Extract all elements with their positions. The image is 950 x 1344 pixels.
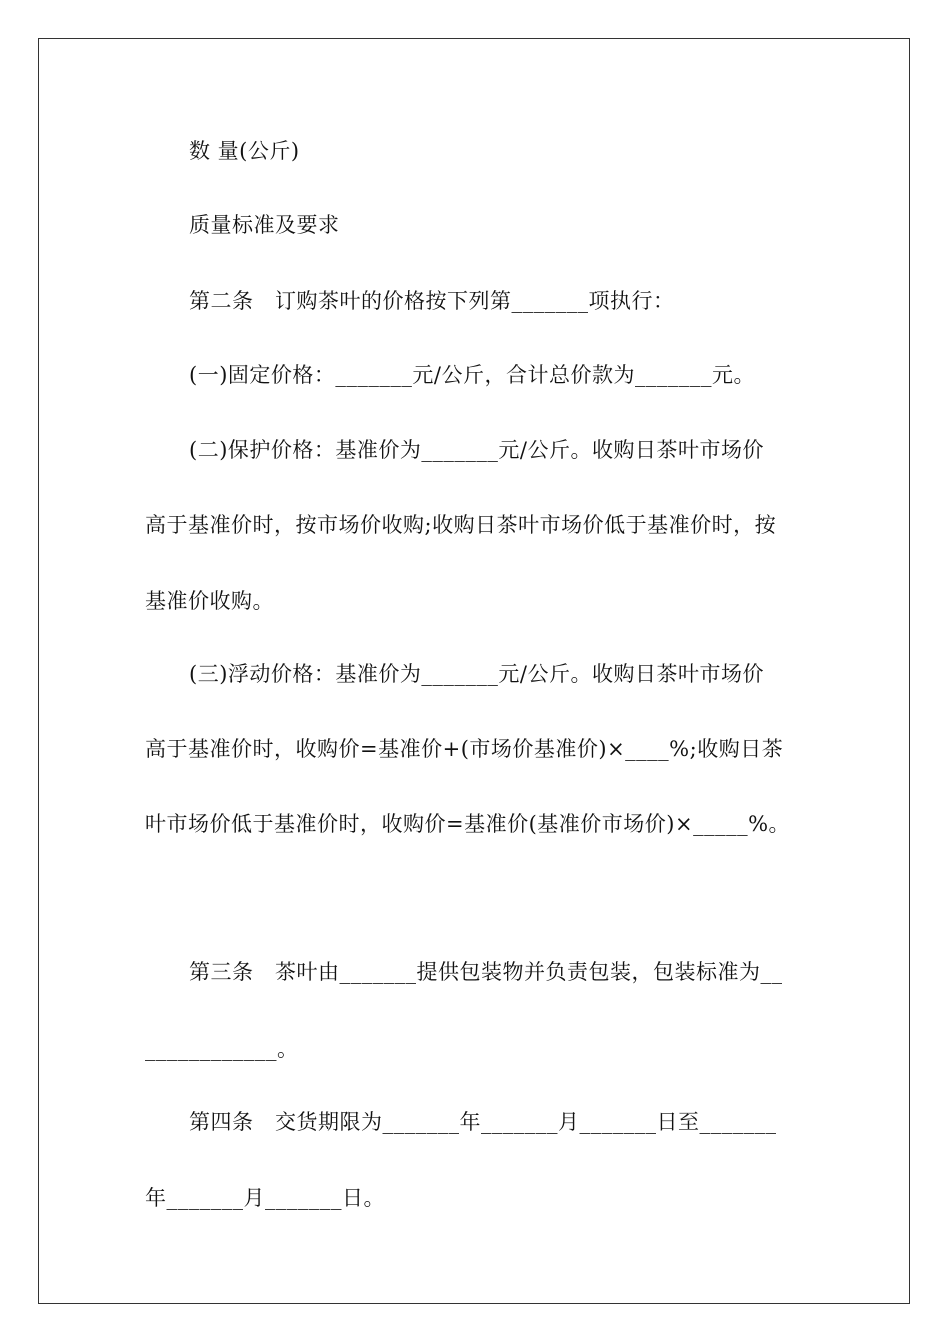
- article-4-line-1: 第四条 交货期限为_______年_______月_______日至_______: [189, 1110, 777, 1134]
- protective-price-line-3: 基准价收购。: [145, 589, 274, 613]
- floating-price-line-1: (三)浮动价格：基准价为_______元/公斤。收购日茶叶市场价: [189, 662, 764, 686]
- protective-price-line-1: (二)保护价格：基准价为_______元/公斤。收购日茶叶市场价: [189, 438, 764, 462]
- quality-standard-line: 质量标准及要求: [189, 213, 340, 237]
- quantity-line: 数 量(公斤): [189, 139, 300, 163]
- floating-price-line-2: 高于基准价时，收购价=基准价+(市场价基准价)×____%;收购日茶: [145, 737, 784, 761]
- article-2-heading: 第二条 订购茶叶的价格按下列第_______项执行：: [189, 289, 675, 313]
- article-4-line-2: 年_______月_______日。: [145, 1186, 385, 1210]
- article-3-line-2: ____________。: [145, 1037, 299, 1061]
- fixed-price-line: (一)固定价格：_______元/公斤，合计总价款为_______元。: [189, 363, 755, 387]
- protective-price-line-2: 高于基准价时，按市场价收购;收购日茶叶市场价低于基准价时，按: [145, 513, 777, 537]
- article-3-line-1: 第三条 茶叶由_______提供包装物并负责包装，包装标准为__: [189, 960, 783, 984]
- floating-price-line-3: 叶市场价低于基准价时，收购价=基准价(基准价市场价)×_____%。: [145, 812, 791, 836]
